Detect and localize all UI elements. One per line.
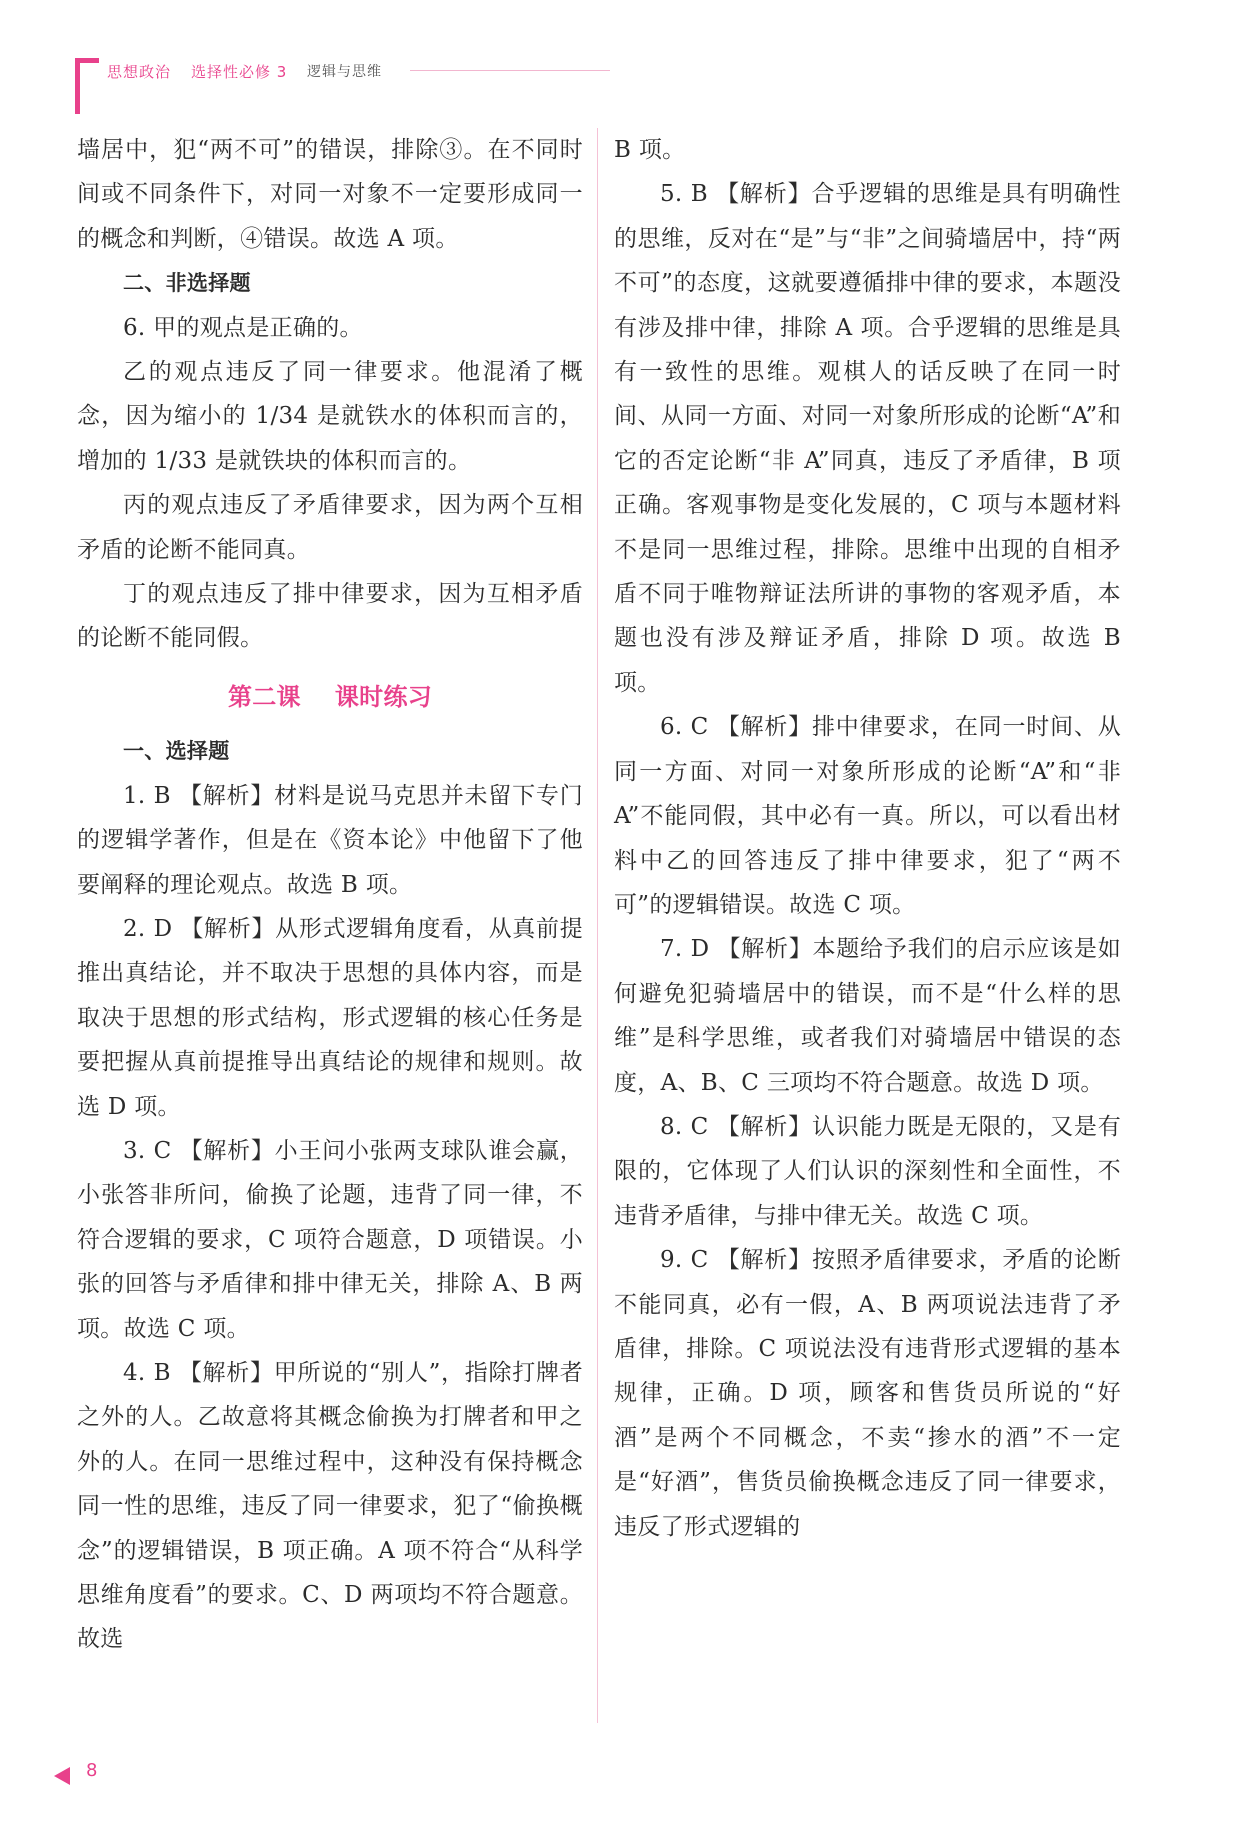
answer-item: 1. B 【解析】材料是说马克思并未留下专门的逻辑学著作，但是在《资本论》中他留下了他要阐释的理论观点。故选 B 项。	[77, 782, 583, 898]
paragraph: 6. 甲的观点是正确的。	[123, 314, 363, 341]
answer-item: 4. B 【解析】甲所说的“别人”，指除打牌者之外的人。乙故意将其概念偷换为打牌者和甲之外的人。在同一思维过程中，这种没有保持概念同一性的思维，违反了同一律要求，犯了“偷换概念”的逻辑错误，B 项正确。A 项不符合“从科学思维角度看”的要求。C、D 两项均不符合题意。故选	[77, 1359, 583, 1653]
page-marker-triangle-icon	[54, 1767, 70, 1785]
page-number: 8	[86, 1760, 98, 1781]
page-header	[75, 58, 575, 114]
header-corner-mark	[75, 58, 80, 114]
left-column	[77, 128, 583, 1662]
answer-item: 2. D 【解析】从形式逻辑角度看，从真前提推出真结论，并不取决于思想的具体内容，而是取决于思想的形式结构，形式逻辑的核心任务是要把握从真前提推导出真结论的规律和规则。故选 D 项。	[77, 915, 583, 1120]
header-book: 选择性必修 3	[191, 63, 288, 81]
header-title: 逻辑与思维	[307, 64, 382, 80]
lesson-title-part: 第二课	[227, 682, 301, 711]
paragraph: 乙的观点违反了同一律要求。他混淆了概念，因为缩小的 1/34 是就铁水的体积而言的，增加的 1/33 是就铁块的体积而言的。	[77, 359, 583, 474]
lesson-title	[77, 675, 583, 719]
header-corner-mark-top	[75, 58, 99, 63]
answer-item: 3. C 【解析】小王问小张两支球队谁会赢，小张答非所问，偷换了论题，违背了同一律，不符合逻辑的要求，C 项符合题意，D 项错误。小张的回答与矛盾律和排中律无关，排除 A、B 两项。故选 C 项。	[77, 1137, 583, 1342]
paragraph: 丙的观点违反了矛盾律要求，因为两个互相矛盾的论断不能同真。	[77, 492, 583, 563]
answer-item: 7. D 【解析】本题给予我们的启示应该是如何避免犯骑墙居中的错误，而不是“什么样的思维”是科学思维，或者我们对骑墙居中错误的态度，A、B、C 三项均不符合题意。故选 D 项。	[614, 936, 1121, 1096]
header-rule	[410, 70, 610, 71]
answer-item: 9. C 【解析】按照矛盾律要求，矛盾的论断不能同真，必有一假，A、B 两项说法违背了矛盾律，排除。C 项说法没有违背形式逻辑的基本规律，正确。D 项，顾客和售货员所说的“好酒”是两个不同概念，不卖“掺水的酒”不一定是“好酒”，售货员偷换概念违反了同一律要求，违反了形式逻辑的	[614, 1247, 1121, 1540]
header-subject: 思想政治	[107, 63, 172, 81]
answer-item: 5. B 【解析】合乎逻辑的思维是具有明确性的思维，反对在“是”与“非”之间骑墙居中，持“两不可”的态度，这就要遵循排中律的要求，本题没有涉及排中律，排除 A 项。合乎逻辑的思维是具有一致性的思维。观棋人的话反映了在同一时间、从同一方面、对同一对象所形成的论断“A”和它的否定论断“非 A”同真，违反了矛盾律，B 项正确。客观事物是变化发展的，C 项与本题材料不是同一思维过程，排除。思维中出现的自相矛盾不同于唯物辩证法所讲的事物的客观矛盾，本题也没有涉及辩证矛盾，排除 D 项。故选 B 项。	[614, 181, 1121, 696]
section-heading: 二、非选择题	[123, 271, 251, 296]
column-divider	[597, 128, 598, 1723]
paragraph: 丁的观点违反了排中律要求，因为互相矛盾的论断不能同假。	[77, 581, 583, 652]
answer-item: 6. C 【解析】排中律要求，在同一时间、从同一方面、对同一对象所形成的论断“A”和“非 A”不能同假，其中必有一真。所以，可以看出材料中乙的回答违反了排中律要求，犯了“两不可”的逻辑错误。故选 C 项。	[614, 714, 1121, 918]
paragraph: B 项。	[614, 137, 686, 163]
section-heading: 一、选择题	[123, 739, 230, 764]
lesson-title-part: 课时练习	[334, 682, 433, 711]
right-column	[614, 128, 1121, 1549]
answer-item: 8. C 【解析】认识能力既是无限的，又是有限的，它体现了人们认识的深刻性和全面性，不违背矛盾律，与排中律无关。故选 C 项。	[614, 1113, 1121, 1229]
paragraph: 墙居中，犯“两不可”的错误，排除③。在不同时间或不同条件下，对同一对象不一定要形成同一的概念和判断，④错误。故选 A 项。	[77, 137, 583, 252]
